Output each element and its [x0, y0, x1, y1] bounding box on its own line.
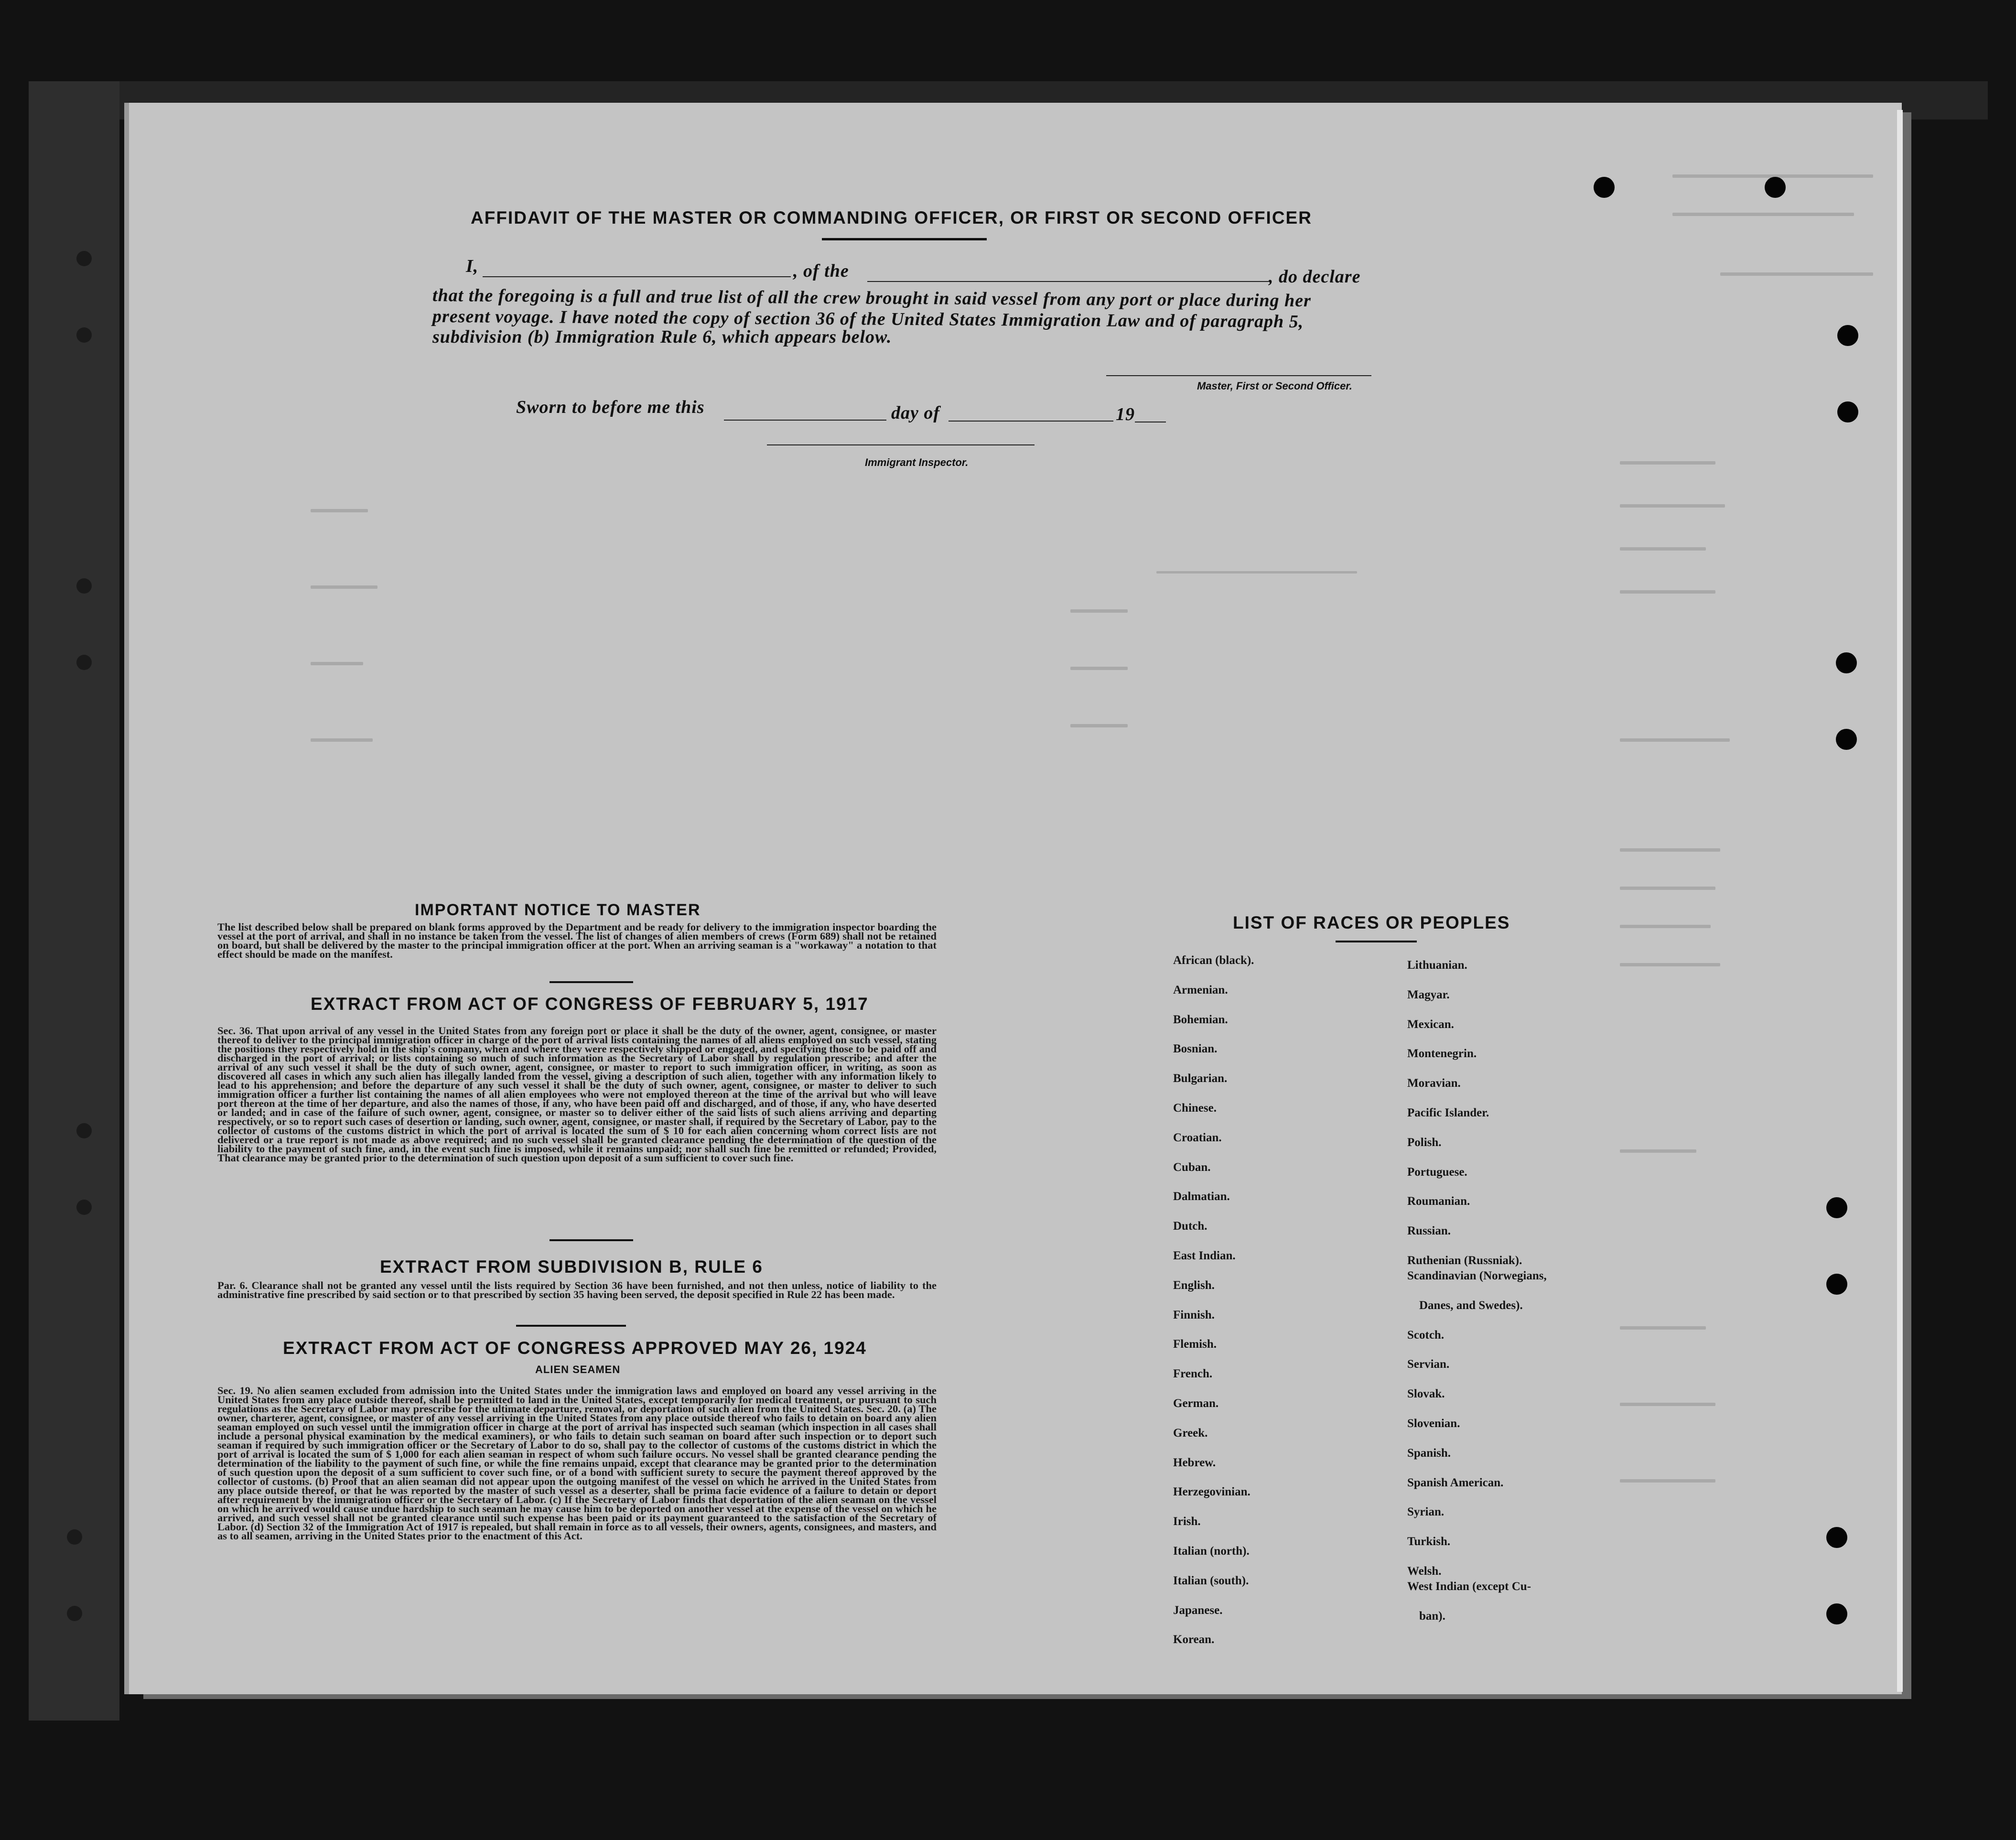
- race-item: Lithuanian.: [1407, 959, 1467, 972]
- race-item: Welsh.: [1407, 1565, 1442, 1578]
- sworn-month-line[interactable]: [949, 421, 1113, 422]
- race-item: Bulgarian.: [1173, 1072, 1228, 1085]
- race-item: Moravian.: [1407, 1077, 1461, 1090]
- race-item: Servian.: [1407, 1358, 1450, 1371]
- race-item: Montenegrin.: [1407, 1047, 1477, 1061]
- punch-hole: [1837, 401, 1858, 422]
- race-item: Italian (north).: [1173, 1545, 1250, 1558]
- bleed-mark: [1620, 590, 1715, 594]
- race-item: African (black).: [1173, 954, 1254, 967]
- bleed-mark: [1620, 925, 1711, 928]
- race-item: Italian (south).: [1173, 1574, 1249, 1587]
- race-item: Korean.: [1173, 1633, 1215, 1646]
- punch-hole: [76, 578, 92, 594]
- sworn-text: Sworn to before me this: [516, 397, 705, 417]
- race-item: Pacific Islander.: [1407, 1106, 1489, 1119]
- race-item: Spanish American.: [1407, 1476, 1504, 1489]
- punch-hole: [1826, 1274, 1847, 1295]
- name-fill-line[interactable]: [483, 276, 791, 277]
- bleed-mark: [1620, 1149, 1696, 1153]
- inspector-caption: Immigrant Inspector.: [865, 456, 969, 468]
- punch-hole: [67, 1606, 82, 1621]
- master-signature-caption: Master, First or Second Officer.: [1197, 380, 1352, 392]
- race-item: Finnish.: [1173, 1308, 1215, 1321]
- race-item: Ruthenian (Russniak).: [1407, 1254, 1522, 1267]
- punch-hole: [1594, 177, 1615, 198]
- extract-1917-body: Sec. 36. That upon arrival of any vessel in the United States from any foreign port or place it shall be the duty of the owner, agent, consignee, or master thereof to deliver to the principal immigration officer in charge of the port of arrival lists containing the names of all aliens employed on such vessel, stating the positions they respectively hold in the ship's company, when and where they were respectively shipped or engaged, and specifying those to be paid off and discharged in the port of arrival; or lists containing so much of such information as the Secretary of Labor shall by regulation prescribe; and after the arrival of any such vessel it shall be the duty of such owner, agent, consignee, or master to report to such immigration officer, in writing, as soon as discovered all cases in which any such alien has illegally landed from the vessel, giving a description of such alien, together with any information likely to lead to his apprehension; and before the departure of any such vessel it shall be the duty of such owner, agent, consignee, or master to deliver to such immigration officer a further list containing the names of all alien employees who were not employed thereon at the time of the arrival but who will leave port thereon at the time of her departure, and also the names of those, if any, who have been paid off and discharged, and of those, if any, who have deserted or landed; and in case of the failure of such owner, agent, consignee, or master so to deliver either of the said lists of such aliens arriving and departing respectively, or so to report such cases of desertion or landing, such owner, agent, consignee, or master shall, if required by the Secretary of Labor, pay to the collector of customs of the customs district in which the port of arrival is located the sum of $ 10 for each alien concerning whom correct lists are not delivered or a true report is not made as above required; and no such vessel shall be granted clearance pending the determination of the question of the liability to the payment of such fine, and, in the event such fine is imposed, while it remains unpaid; nor shall such fine be remitted or refunded; Provided, That clearance may be granted prior to the determination of such question upon deposit of a sum sufficient to cover such fine.: [217, 1025, 937, 1164]
- notice-rule: [550, 981, 633, 983]
- bleed-mark: [1720, 272, 1873, 276]
- race-item: Herzegovinian.: [1173, 1485, 1251, 1499]
- race-item: Bohemian.: [1173, 1013, 1228, 1026]
- race-item: Japanese.: [1173, 1603, 1223, 1617]
- sworn-day-of: day of: [891, 403, 940, 423]
- race-item: Russian.: [1407, 1224, 1451, 1238]
- sworn-day-line[interactable]: [724, 420, 886, 421]
- affidavit-title: AFFIDAVIT OF THE MASTER OR COMMANDING OFFICER, OR FIRST OR SECOND OFFICER: [471, 208, 1312, 227]
- race-item: French.: [1173, 1367, 1213, 1381]
- race-item: German.: [1173, 1397, 1219, 1410]
- punch-hole: [1837, 325, 1858, 346]
- punch-hole: [1826, 1603, 1847, 1624]
- master-signature-line[interactable]: [1106, 375, 1371, 376]
- punch-hole: [1836, 729, 1857, 750]
- bleed-mark: [311, 662, 363, 665]
- extract-1917-rule: [550, 1239, 633, 1241]
- race-item: Roumanian.: [1407, 1195, 1470, 1208]
- bleed-mark: [1620, 1403, 1715, 1406]
- bleed-mark: [1156, 571, 1357, 574]
- races-title-rule: [1336, 941, 1417, 942]
- inspector-signature-line[interactable]: [767, 444, 1035, 445]
- race-item: Irish.: [1173, 1515, 1201, 1528]
- vessel-fill-line[interactable]: [867, 281, 1269, 282]
- race-item: Flemish.: [1173, 1338, 1217, 1351]
- bleed-mark: [311, 585, 377, 589]
- punch-hole: [1836, 652, 1857, 673]
- race-item: Magyar.: [1407, 988, 1450, 1001]
- race-item: Spanish.: [1407, 1446, 1451, 1460]
- bleed-mark: [1070, 609, 1128, 613]
- bleed-mark: [311, 509, 368, 512]
- punch-hole: [1826, 1527, 1847, 1548]
- subdivision-body: Par. 6. Clearance shall not be granted any vessel until the lists required by Section 36 have been furnished, and not then unless, notice of liability to the administrative fine prescribed by said section or to that prescribed by section 35 having been served, the deposit specified in Rule 22 has been made.: [217, 1279, 937, 1300]
- bleed-mark: [1620, 1326, 1706, 1330]
- bleed-mark: [311, 738, 373, 742]
- race-item: Chinese.: [1173, 1102, 1217, 1115]
- sworn-year: 19: [1116, 404, 1135, 424]
- race-item: ban).: [1419, 1609, 1445, 1623]
- extract-1924-title: EXTRACT FROM ACT OF CONGRESS APPROVED MAY 26, 1924: [283, 1338, 867, 1358]
- punch-hole: [67, 1529, 82, 1545]
- races-title: LIST OF RACES OR PEOPLES: [1233, 913, 1510, 932]
- race-item: Dutch.: [1173, 1220, 1207, 1233]
- punch-hole: [1765, 177, 1786, 198]
- affidavit-line-3: present voyage. I have noted the copy of section 36 of the United States Immigration Law and of paragraph 5,: [432, 306, 1304, 332]
- bleed-mark: [1620, 887, 1715, 890]
- affidavit-line-4: subdivision (b) Immigration Rule 6, which appears below.: [432, 327, 892, 347]
- race-item: Syrian.: [1407, 1505, 1445, 1519]
- race-item: Scandinavian (Norwegians,: [1407, 1269, 1547, 1282]
- bleed-mark: [1620, 738, 1730, 742]
- bleed-mark: [1620, 461, 1715, 465]
- race-item: Turkish.: [1407, 1535, 1451, 1548]
- bleed-mark: [1620, 547, 1706, 551]
- notice-title: IMPORTANT NOTICE TO MASTER: [415, 901, 701, 919]
- punch-hole: [76, 1123, 92, 1138]
- affidavit-i: I,: [466, 256, 479, 276]
- bleed-mark: [1672, 213, 1854, 216]
- race-item: Bosnian.: [1173, 1042, 1218, 1056]
- extract-1924-body: Sec. 19. No alien seamen excluded from admission into the United States under the immigration laws and employed on board any vessel arriving in the United States from any place outside thereof, shall be permitted to land in the United States, except temporarily for medical treatment, or pursuant to such regulations as the Secretary of Labor may prescribe for the ultimate departure, removal, or deportation of such alien from the United States. Sec. 20. (a) The owner, charterer, agent, consignee, or master of any vessel arriving in the United States from any place outside thereof who fails to detain on board any alien seaman employed on such vessel until the immigration officer in charge at the port of arrival has inspected such seaman (which inspection in all cases shall include a personal physical examination by the medical examiners), or who fails to detain such seaman on board after such inspection or to deport such seaman if required by such immigration officer or the Secretary of Labor to do so, shall pay to the collector of customs of the customs district in which the port of arrival is located the sum of $ 1,000 for each alien seaman in respect of whom such failure occurs. No vessel shall be granted clearance pending the determination of the liability to the payment of such fine, or while the fine remains unpaid, except that clearance may be granted prior to the determination of such question upon the deposit of a sum sufficient to cover such fine, or of a bond with sufficient surety to secure the payment thereof approved by the collector of customs. (b) Proof that an alien seaman did not appear upon the outgoing manifest of the vessel on which he arrived in the United States from any place outside thereof, or that he was reported by the master of such vessel as a deserter, shall be prima facie evidence of a failure to detain or deport after requirement by the immigration officer or the Secretary of Labor. (c) If the Secretary of Labor finds that deportation of the alien seaman on the vessel on which he arrived would cause undue hardship to such seaman he may cause him to be deported on another vessel at the expense of the vessel on which he arrived, and such vessel shall not be granted clearance until such expense has been paid or its payment guaranteed to the satisfaction of the Secretary of Labor. (d) Section 32 of the Immigration Act of 1917 is repealed, but shall remain in force as to all vessels, their owners, agents, consignees, and masters, and as to all seamen, arriving in the United States prior to the enactment of this Act.: [217, 1385, 937, 1542]
- bleed-mark: [1620, 1479, 1715, 1483]
- race-item: English.: [1173, 1278, 1215, 1292]
- scan-border-left: [29, 81, 119, 1721]
- race-item: Polish.: [1407, 1136, 1442, 1149]
- affidavit-do-declare: , do declare: [1269, 267, 1361, 287]
- race-item: Mexican.: [1407, 1017, 1454, 1031]
- punch-hole: [1826, 1197, 1847, 1218]
- notice-body: The list described below shall be prepared on blank forms approved by the Department and be ready for delivery to the immigration inspector boarding the vessel at the port of arrival, and shall in no instance be taken from the vessel. The list of changes of alien members of crews (Form 689) shall not be retained on board, but shall be delivered by the master to the principal immigration officer at the port. When an arriving seaman is a "workaway" a notation to that effect should be made on the manifest.: [217, 921, 937, 960]
- race-item: Hebrew.: [1173, 1456, 1216, 1469]
- race-item: Croatian.: [1173, 1131, 1222, 1144]
- bleed-mark: [1070, 667, 1128, 670]
- race-item: Slovenian.: [1407, 1417, 1460, 1430]
- bleed-mark: [1620, 504, 1725, 508]
- punch-hole: [76, 1200, 92, 1215]
- race-item: West Indian (except Cu-: [1407, 1580, 1531, 1593]
- extract-1924-subtitle: ALIEN SEAMEN: [535, 1364, 621, 1375]
- punch-hole: [76, 251, 92, 266]
- affidavit-line-2: that the foregoing is a full and true list of all the crew brought in said vessel from any port or place during her: [432, 285, 1312, 311]
- affidavit-title-rule: [822, 238, 987, 240]
- subdivision-rule: [516, 1325, 626, 1327]
- race-item: Portuguese.: [1407, 1165, 1467, 1179]
- punch-hole: [76, 327, 92, 343]
- race-item: Dalmatian.: [1173, 1190, 1230, 1203]
- race-item: Danes, and Swedes).: [1419, 1299, 1523, 1312]
- extract-1917-title: EXTRACT FROM ACT OF CONGRESS OF FEBRUARY 5, 1917: [311, 994, 869, 1014]
- punch-hole: [76, 655, 92, 670]
- bleed-mark: [1620, 848, 1720, 852]
- race-item: Cuban.: [1173, 1160, 1211, 1174]
- sheet-edge: [1897, 110, 1903, 1692]
- bleed-mark: [1070, 724, 1128, 727]
- subdivision-title: EXTRACT FROM SUBDIVISION B, RULE 6: [380, 1257, 763, 1277]
- affidavit-of-the: , of the: [793, 261, 849, 281]
- bleed-mark: [1620, 963, 1720, 966]
- race-item: Scotch.: [1407, 1328, 1445, 1342]
- race-item: Armenian.: [1173, 983, 1228, 996]
- race-item: Greek.: [1173, 1426, 1208, 1440]
- race-item: East Indian.: [1173, 1249, 1236, 1262]
- race-item: Slovak.: [1407, 1387, 1445, 1401]
